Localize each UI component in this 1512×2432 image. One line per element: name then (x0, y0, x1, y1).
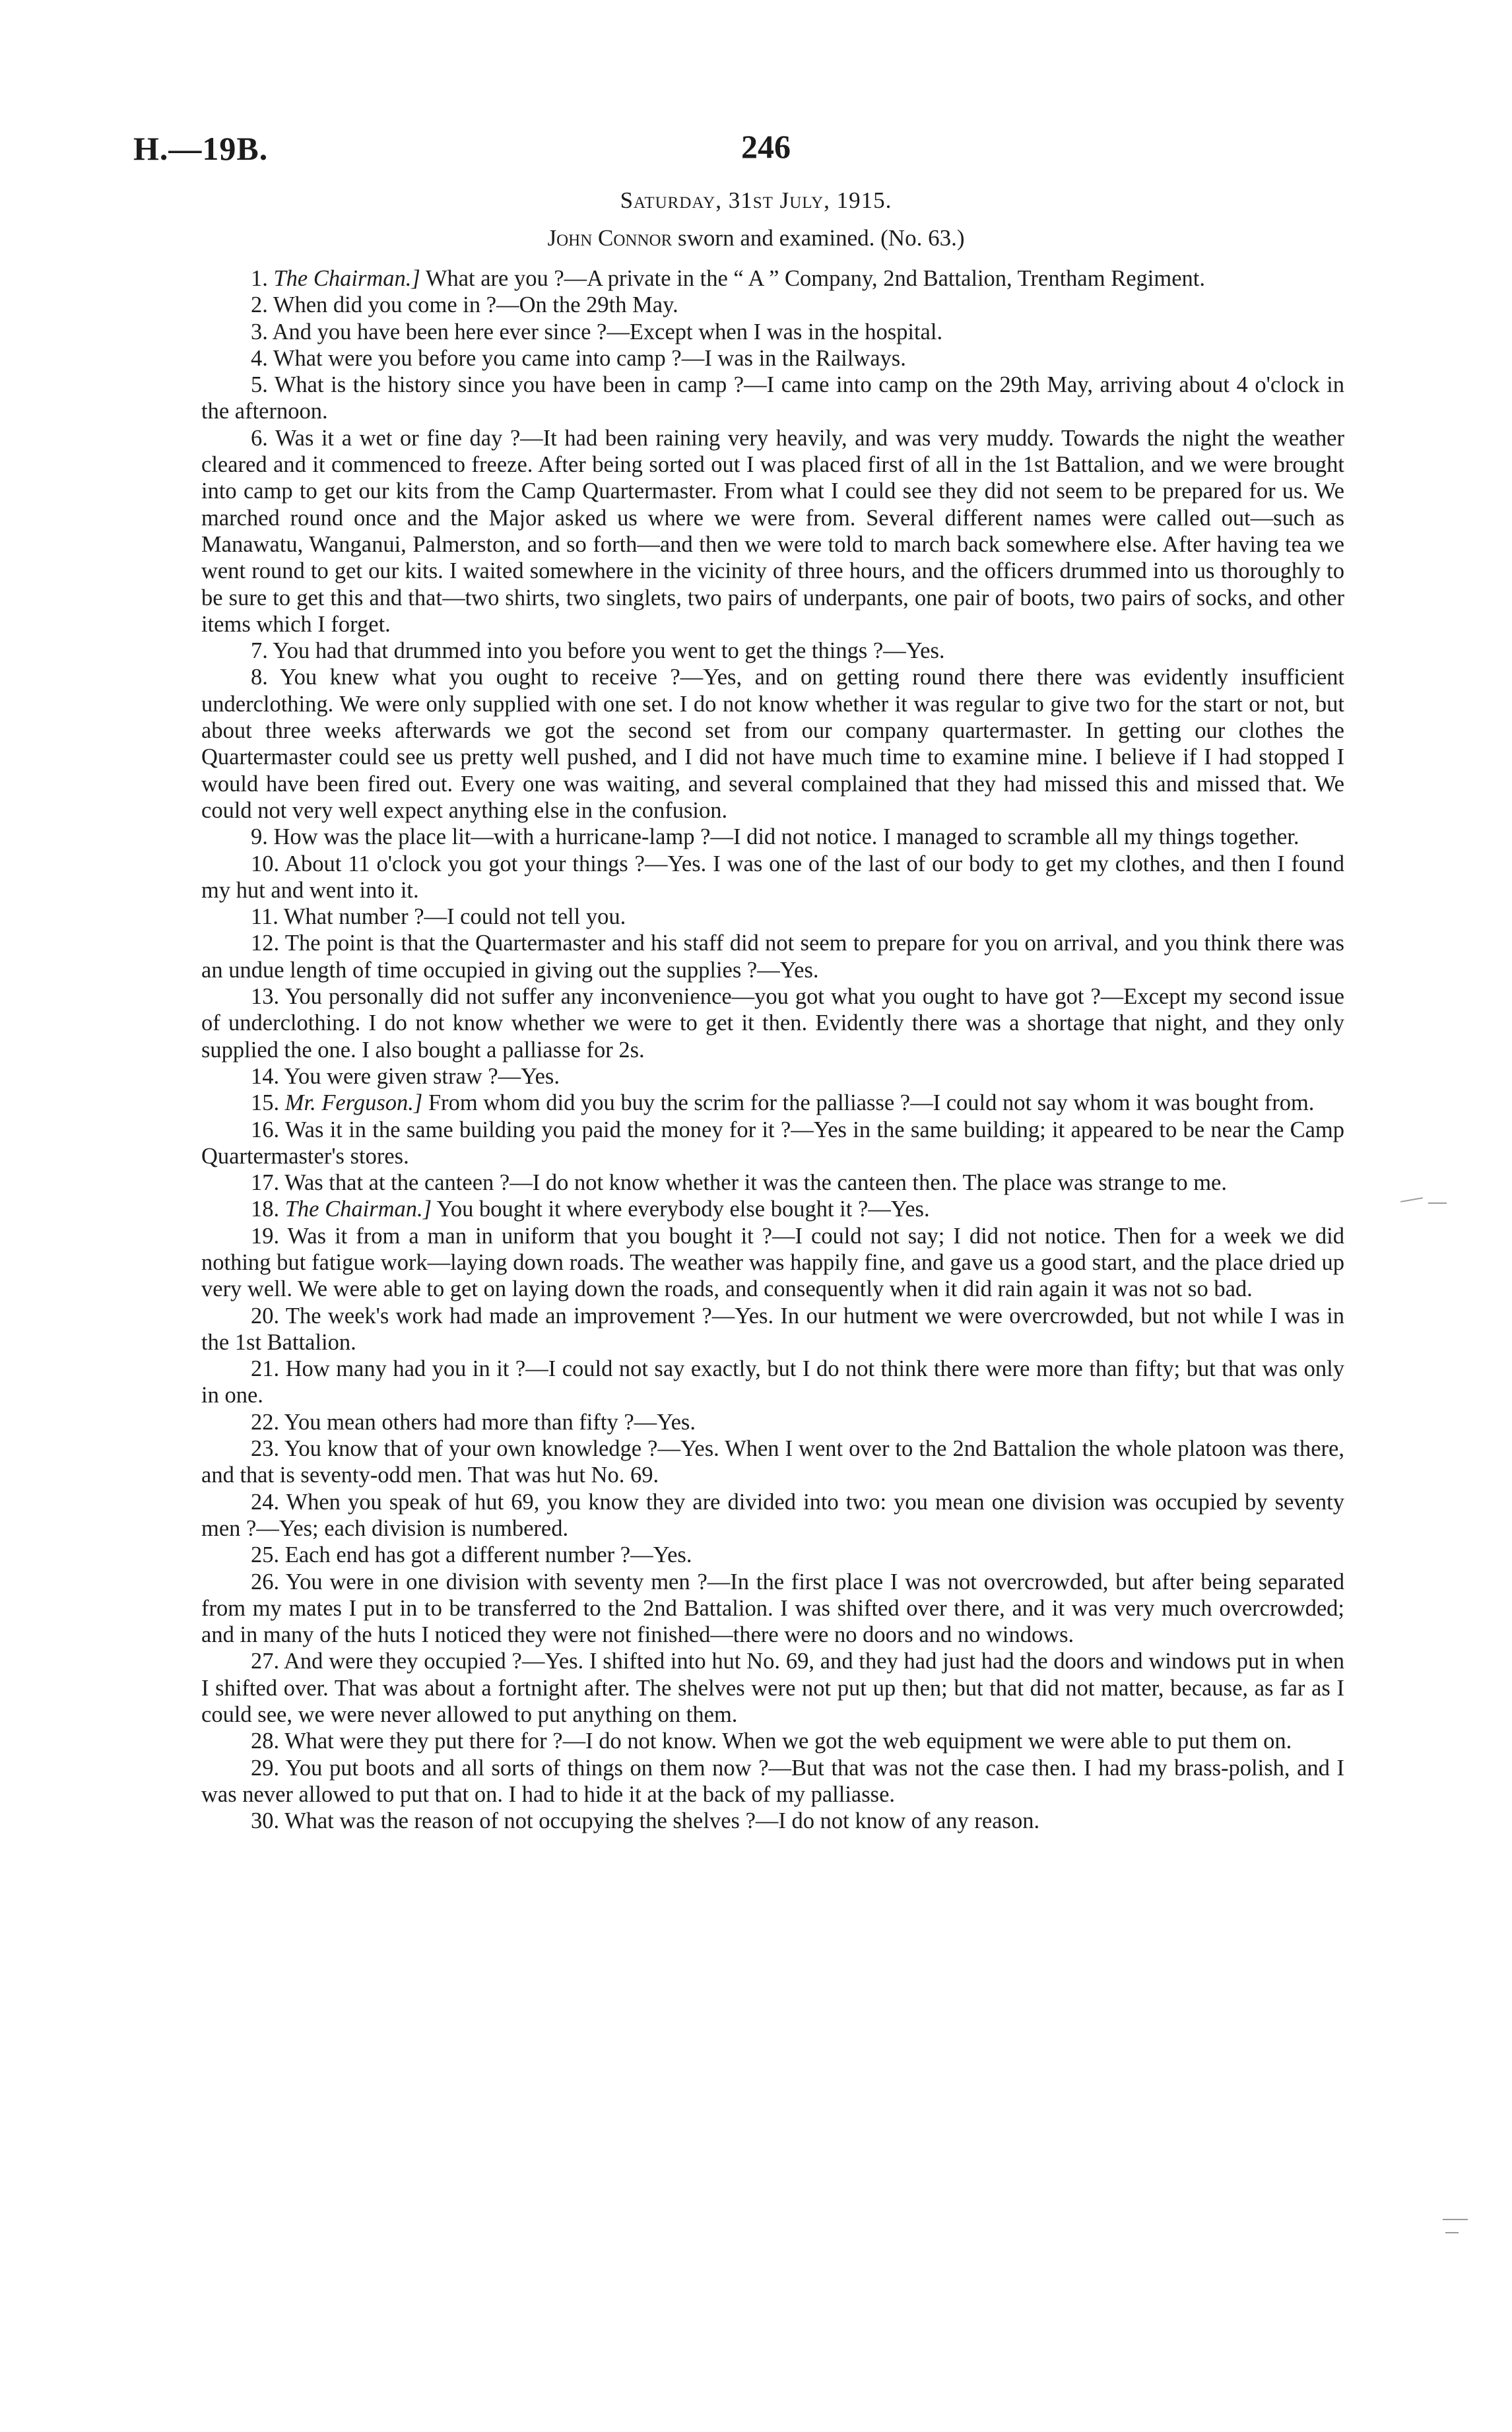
question-text: You had that drummed into you before you went to get the things ?—Yes. (273, 638, 945, 664)
session-date: Saturday, 31st July, 1915. (620, 187, 892, 213)
question-text: You bought it where everybody else bought it ?—Yes. (432, 1197, 930, 1222)
question-number: 9. (251, 824, 268, 850)
question-text: When you speak of hut 69, you know they are divided into two: you mean one division was occupied by seventy men ?—Yes; each division is numbered. (201, 1489, 1344, 1541)
question-number: 10. (251, 851, 280, 876)
question-number: 14. (251, 1063, 280, 1089)
question-text: How many had you in it ?—I could not say exactly, but I do not think there were more than fifty; but that was only in one. (201, 1356, 1344, 1408)
question-paragraph (201, 1648, 1344, 1728)
question-number: 8. (251, 665, 268, 690)
question-number: 23. (251, 1436, 280, 1462)
question-text: You were given straw ?—Yes. (284, 1063, 560, 1089)
question-text: What number ?—I could not tell you. (283, 904, 626, 930)
question-number: 20. (251, 1303, 280, 1329)
question-paragraph (201, 319, 1344, 345)
question-paragraph (201, 638, 1344, 664)
document-reference: H.—19B. (133, 130, 269, 167)
question-paragraph (201, 664, 1344, 824)
question-text: What were they put there for ?—I do not know. When we got the web equipment we were able to put them on. (284, 1728, 1292, 1754)
question-number: 7. (251, 638, 268, 664)
question-text: What was the reason of not occupying the shelves ?—I do not know of any reason. (284, 1808, 1040, 1834)
question-paragraph (201, 372, 1344, 425)
question-paragraph (201, 425, 1344, 638)
question-number: 15. (251, 1090, 280, 1116)
question-paragraph (201, 1090, 1344, 1116)
question-number: 6. (251, 425, 268, 451)
question-number: 22. (251, 1409, 280, 1435)
question-number: 1. (251, 266, 268, 291)
question-paragraph (201, 1755, 1344, 1808)
question-number: 4. (251, 345, 268, 371)
testimony-body (201, 265, 1344, 1835)
question-number: 13. (251, 984, 280, 1010)
question-number: 25. (251, 1542, 280, 1568)
question-paragraph (201, 1063, 1344, 1090)
question-number: 12. (251, 931, 280, 956)
question-text: Was it in the same building you paid the money for it ?—Yes in the same building; it appeared to be near the Camp Quartermaster's stores. (201, 1117, 1344, 1169)
question-text: From whom did you buy the scrim for the palliasse ?—I could not say whom it was bought from. (422, 1090, 1315, 1116)
question-text: What are you ?—A private in the “ A ” Company, 2nd Battalion, Trentham Regiment. (420, 266, 1205, 291)
question-text: When did you come in ?—On the 29th May. (273, 292, 678, 318)
question-number: 3. (251, 319, 268, 345)
question-number: 27. (251, 1649, 280, 1674)
question-text: You mean others had more than fifty ?—Yes. (284, 1409, 696, 1435)
question-paragraph (201, 851, 1344, 904)
question-text: How was the place lit—with a hurricane-lamp ?—I did not notice. I managed to scramble all my things together. (273, 824, 1299, 850)
question-number: 16. (251, 1117, 280, 1142)
page-number: 246 (741, 128, 791, 165)
question-text: The point is that the Quartermaster and his staff did not seem to prepare for you on arrival, and you think there was an undue length of time occupied in giving out the supplies ?—Yes. (201, 931, 1344, 983)
question-number: 5. (251, 372, 268, 398)
question-text: Was it from a man in uniform that you bought it ?—I could not say; I did not notice. Then for a week we did nothing but fatigue work—laying down roads. The weather was happily fine, and gave us a good start, and the place dried up very well. We were able to get on laying down the roads, and consequently when it did rain again it was not so bad. (201, 1223, 1344, 1302)
witness-heading (0, 225, 1512, 251)
question-text: You know that of your own knowledge ?—Yes. When I went over to the 2nd Battalion the whole platoon was there, and that is seventy-odd men. That was hut No. 69. (201, 1436, 1344, 1488)
question-number: 18. (251, 1197, 280, 1222)
question-text: And you have been here ever since ?—Except when I was in the hospital. (272, 319, 943, 345)
question-paragraph (201, 1489, 1344, 1542)
witness-name: John Connor (547, 225, 673, 251)
question-number: 28. (251, 1728, 280, 1754)
question-paragraph (201, 1169, 1344, 1196)
question-paragraph (201, 1569, 1344, 1649)
question-paragraph (201, 1117, 1344, 1170)
question-text: What were you before you came into camp ?—I was in the Railways. (273, 345, 906, 371)
question-number: 30. (251, 1808, 280, 1834)
question-paragraph (201, 1435, 1344, 1489)
question-text: And were they occupied ?—Yes. I shifted into hut No. 69, and they had just had the doors and windows put in when I shifted over. That was about a fortnight after. The shelves were not put up then; but that did not matter, because, as far as I could see, we were never allowed to put anything on them. (201, 1649, 1344, 1728)
question-paragraph (201, 1196, 1344, 1222)
question-text: You personally did not suffer any inconvenience—you got what you ought to have got ?—Except my second issue of underclothing. I do not know whether we were to get it then. Evidently there was a shortage that night, and they only supplied the one. I also bought a palliasse for 2s. (201, 984, 1344, 1063)
question-paragraph (201, 1303, 1344, 1356)
question-number: 19. (251, 1223, 280, 1249)
question-paragraph (201, 1728, 1344, 1754)
margin-mark (1400, 1197, 1423, 1202)
question-number: 21. (251, 1356, 280, 1382)
speaker-label: Mr. Ferguson.] (284, 1090, 423, 1116)
question-paragraph (201, 1356, 1344, 1409)
question-paragraph (201, 983, 1344, 1063)
question-paragraph (201, 1542, 1344, 1568)
question-paragraph (201, 1409, 1344, 1435)
question-paragraph (201, 824, 1344, 850)
question-text: About 11 o'clock you got your things ?—Yes. I was one of the last of our body to get my clothes, and then I found my hut and went into it. (201, 851, 1344, 903)
margin-mark (1428, 1202, 1447, 1204)
question-text: What is the history since you have been in camp ?—I came into camp on the 29th May, arriving about 4 o'clock in the afternoon. (201, 372, 1344, 424)
question-text: The week's work had made an improvement ?—Yes. In our hutment we were overcrowded, but not while I was in the 1st Battalion. (201, 1303, 1344, 1355)
question-text: Each end has got a different number ?—Yes. (284, 1542, 692, 1568)
question-number: 2. (251, 292, 268, 318)
question-paragraph (201, 930, 1344, 983)
question-number: 17. (251, 1170, 280, 1196)
question-text: You put boots and all sorts of things on them now ?—But that was not the case then. I had my brass-polish, and I was never allowed to put that on. I had to hide it at the back of my palliasse. (201, 1755, 1344, 1807)
question-text: You knew what you ought to receive ?—Yes, and on getting round there there was evidently insufficient underclothing. We were only supplied with one set. I do not know whether it was regular to give two for the start or not, but about three weeks afterwards we got the second set from our company quartermaster. In getting our clothes the Quartermaster could see us pretty well pushed, and I did not have much time to examine mine. I believe if I had stopped I would have been fired out. Every one was waiting, and several complained that they had missed this and missed that. We could not very well expect anything else in the confusion. (201, 665, 1344, 823)
question-number: 26. (251, 1569, 280, 1594)
question-text: You were in one division with seventy men ?—In the first place I was not overcrowded, but after being separated from my mates I put in to be transferred to the 2nd Battalion. I was shifted over there, and it was very much overcrowded; and in many of the huts I noticed they were not finished—there were no doors and no windows. (201, 1569, 1344, 1648)
witness-heading-rest: sworn and examined. (No. 63.) (672, 225, 965, 251)
question-number: 11. (251, 904, 279, 930)
question-number: 24. (251, 1489, 280, 1515)
question-text: Was it a wet or fine day ?—It had been raining very heavily, and was very muddy. Towards the night the weather cleared and it commenced to freeze. After being sorted out I was placed first of all in the 1st Battalion, and we were brought into camp to get our kits from the Camp Quartermaster. From what I could see they did not seem to be prepared for us. We marched round once and the Major asked us where we were from. Several different names were called out—such as Manawatu, Wanganui, Palmerston, and so forth—and then we were told to march back somewhere else. After having tea we went round to get our kits. I waited somewhere in the vicinity of three hours, and the officers drummed into us thoroughly to be sure to get this and that—two shirts, two singlets, two pairs of underpants, one pair of boots, two pairs of socks, and other items which I forget. (201, 425, 1344, 637)
question-paragraph (201, 345, 1344, 372)
question-paragraph (201, 1808, 1344, 1834)
margin-mark (1445, 2232, 1459, 2233)
speaker-label: The Chairman.] (273, 266, 420, 291)
question-text: Was that at the canteen ?—I do not know whether it was the canteen then. The place was strange to me. (284, 1170, 1227, 1196)
margin-mark (1443, 2219, 1468, 2220)
question-paragraph (201, 265, 1344, 292)
question-paragraph (201, 292, 1344, 318)
question-paragraph (201, 904, 1344, 930)
question-paragraph (201, 1223, 1344, 1303)
question-number: 29. (251, 1755, 280, 1781)
speaker-label: The Chairman.] (284, 1197, 432, 1222)
